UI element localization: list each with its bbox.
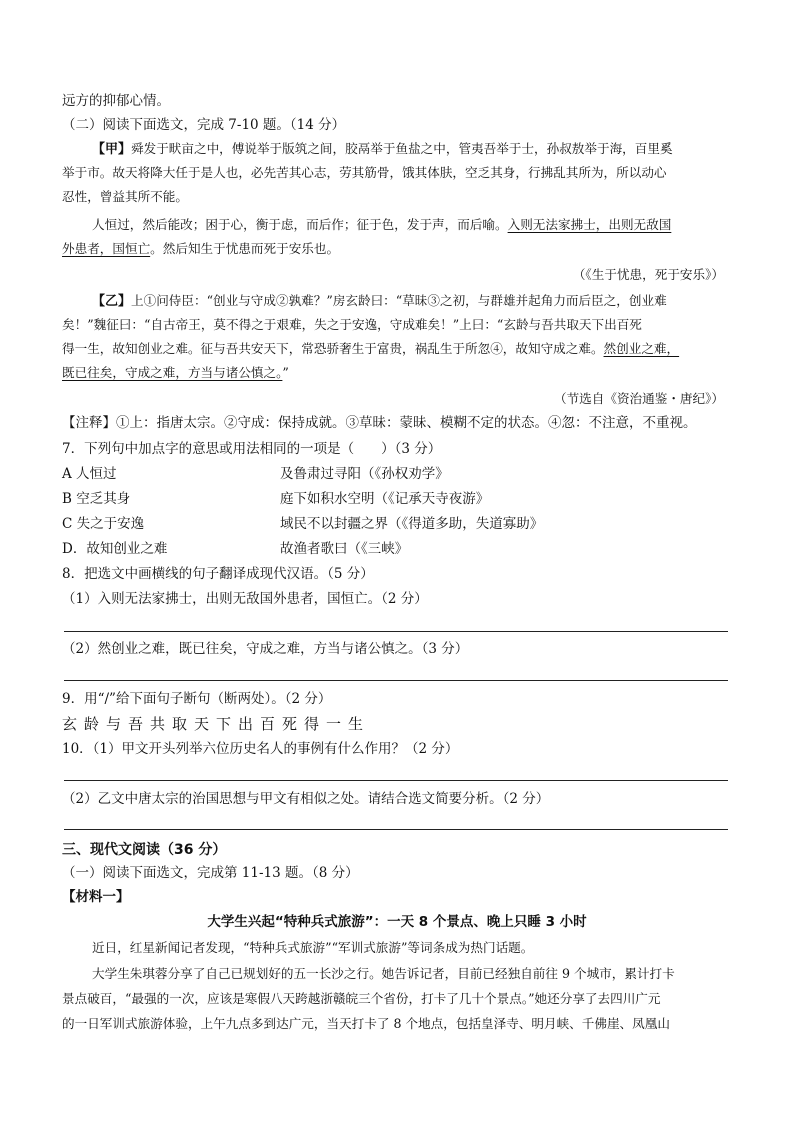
answer-line [64, 631, 728, 632]
option-word: C 失之于安逸 [62, 516, 145, 532]
underlined-sentence-2: 然创业之难， [603, 341, 680, 356]
option-compare: 域民不以封疆之界（《得道多助，失道寡助》 [280, 516, 544, 532]
answer-line [64, 680, 728, 681]
question-7-option-d [62, 540, 409, 558]
question-8-part-2: （2）然创业之难，既已往矣，守成之难，方当与诸公慎之。（3 分） [62, 641, 469, 657]
passage-jia-label: 【甲】 [92, 142, 132, 157]
option-word: B 空乏其身 [62, 491, 131, 507]
passage-jia-text: 。然后知生于忧患而死于安乐也。 [150, 241, 340, 256]
answer-line [64, 780, 728, 781]
underlined-sentence-2-end: 既已往矣，守成之难，方当与诸公慎之。 [62, 365, 283, 380]
passage-jia-text: 舜发于畎亩之中，傅说举于版筑之间，胶鬲举于鱼盐之中，管夷吾举于士，孙叔敖举于海，百里奚 [131, 141, 673, 156]
answer-line [64, 829, 728, 830]
question-8-stem: 8．把选文中画横线的句子翻译成现代汉语。（5 分） [62, 566, 374, 582]
passage-yi-line [92, 292, 667, 311]
passage-yi-line: 矣！”魏征曰：“自古帝王，莫不得之于艰难，失之于安逸，守成难矣！”上曰：“玄龄与吾共取天下出百死 [62, 317, 642, 332]
question-10-part-2: （2）乙文中唐太宗的治国思想与甲文有相似之处。请结合选文简要分析。（2 分） [62, 791, 550, 807]
section-3-heading: 三、现代文阅读（36 分） [62, 842, 227, 858]
passage-jia-line [92, 216, 671, 234]
passage-yi-text: 得一生，故知创业之难。征与吾共安天下，常恐骄奢生于富贵，祸乱生于所忽④，故知守成之难。 [62, 341, 604, 356]
question-10-part-1: 10．（1）甲文开头列举六位历史名人的事例有什么作用？（2 分） [62, 741, 459, 757]
passage-yi-line [62, 364, 289, 382]
question-7-option-a [62, 465, 449, 483]
article-paragraph: 大学生朱琪蓉分享了自己已规划好的五一长沙之行。她告诉记者，目前已经独自前往 9 个城市，累计打卡 [92, 966, 675, 981]
passage-yi-line [62, 340, 679, 358]
article-paragraph: 景点破百，“最强的一次，应该是寒假八天跨越浙赣皖三个省份，打卡了几十个景点。”她还分享了去四川广元 [62, 991, 661, 1006]
passage-jia-text: 人恒过，然后能改；困于心，衡于虑，而后作；征于色，发于声，而后喻。 [92, 217, 508, 232]
question-7-option-c [62, 515, 544, 533]
section-3-subheading: （一）阅读下面选文，完成第 11-13 题。（8 分） [62, 865, 359, 881]
passage-jia-line: 忍性，曾益其所不能。 [62, 189, 188, 204]
option-compare: 庭下如积水空明（《记承天寺夜游》 [280, 491, 490, 507]
passage-yi-text: 上①问侍臣：“创业与守成②孰难？”房玄龄曰：“草昧③之初，与群雄并起角力而后臣之，创业难 [131, 293, 667, 308]
question-9-text: 玄龄与吾共取天下出百死得一生 [62, 715, 371, 733]
option-compare: 及鲁肃过寻阳（《孙权劝学》 [280, 466, 449, 482]
passage-jia-source: （《生于忧患，死于安乐》） [572, 267, 724, 282]
passage-jia-line: 举于市。故天将降大任于是人也，必先苦其心志，劳其筋骨，饿其体肤，空乏其身，行拂乱其所为，所以动心 [62, 165, 667, 180]
article-title: 大学生兴起“特种兵式旅游”：一天 8 个景点、晚上只睡 3 小时 [207, 914, 587, 930]
option-word: D．故知创业之难 [62, 541, 168, 557]
continuation-line: 远方的抑郁心情。 [62, 93, 170, 109]
option-compare: 故渔者歌曰（《三峡》 [280, 541, 409, 557]
section-2-heading: （二）阅读下面选文，完成 7-10 题。（14 分） [62, 117, 346, 133]
passage-jia-line [62, 240, 339, 258]
passage-yi-source: （节选自《资治通鉴・唐纪》） [553, 391, 724, 406]
option-word: A 人恒过 [62, 466, 117, 482]
passage-jia-line [92, 140, 673, 159]
annotation-note: 【注释】①上：指唐太宗。②守成：保持成就。③草昧：蒙昧、模糊不定的状态。④忽：不注意，不重视。 [62, 415, 697, 431]
underlined-sentence-1: 入则无法家拂士，出则无敌国 [507, 217, 672, 232]
underlined-sentence-1-end: 外患者，国恒亡 [62, 241, 151, 256]
passage-yi-text: ” [282, 365, 289, 380]
article-paragraph: 的一日军训式旅游体验，上午九点多到达广元，当天打卡了 8 个地点，包括皇泽寺、明月峡、千佛崖、凤凰山 [62, 1016, 670, 1031]
question-7-option-b [62, 490, 490, 508]
material-label: 【材料一】 [62, 889, 130, 905]
article-paragraph: 近日，红星新闻记者发现，“特种兵式旅游”“军训式旅游”等词条成为热门话题。 [92, 940, 534, 955]
passage-yi-label: 【乙】 [92, 294, 132, 309]
question-7-stem: 7．下列句中加点字的意思或用法相同的一项是（ ）（3 分） [62, 441, 442, 457]
question-8-part-1: （1）入则无法家拂士，出则无敌国外患者，国恒亡。（2 分） [62, 591, 428, 607]
question-9-stem: 9．用“/”给下面句子断句（断两处）。（2 分） [62, 691, 332, 707]
